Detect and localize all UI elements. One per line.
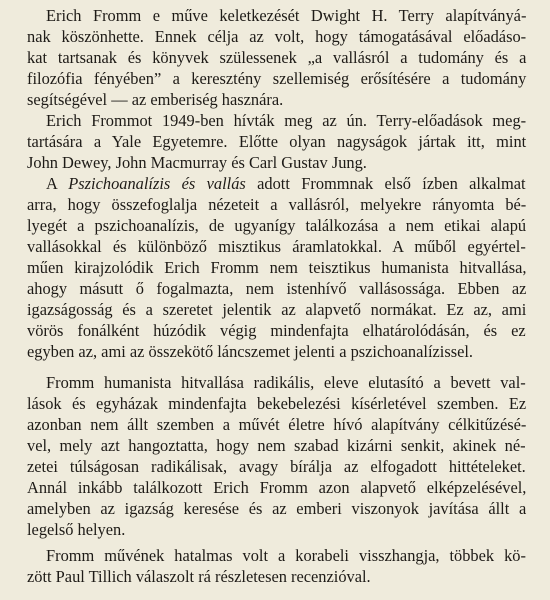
text-line: vallásokkal és különböző misztikus áramlatokkal. A műből egyértel- — [27, 237, 526, 256]
text-line: lások és egyházak mindenfajta bekebelezési kísérletével szemben. Ez — [27, 394, 527, 413]
text-line: kat tartsanak és könyvek szülessenek „a vallásról a tudomány és a — [27, 48, 527, 67]
book-title: Pszichoanalízis és vallás — [68, 174, 246, 193]
text-line: filozófia fényében” a keresztény szellemiség erősítésére a tudomány — [27, 69, 527, 88]
text-line: Annál inkább találkozott Erich Fromm azon alapvető elképzelésével, — [27, 478, 527, 497]
text-line: műen kirajzolódik Erich Fromm nem teisztikus humanista hitvallása, — [27, 258, 527, 277]
text-line: vörös fonálként húzódik végig mindenfajta elhatárolódásán, és ez — [27, 321, 526, 340]
text-line: amelyben az igazság keresése és az emberi viszonyok javítása állt a — [27, 499, 527, 518]
text-line: vel, mely azt hangoztatta, hogy nem szabad kizárni senkit, akinek né- — [27, 436, 526, 455]
text-fragment: adott Frommnak első ízben alkalmat — [245, 174, 526, 193]
text-line: legelső helyen. — [27, 520, 126, 539]
text-line: arra, hogy összefoglalja nézeteit a vallásról, melyekre rányomta bé- — [27, 195, 527, 214]
text-line: tartására a Yale Egyetemre. Előtte olyan nagyságok jártak itt, mint — [27, 132, 527, 151]
text-line: nak köszönhette. Ennek célja az volt, hogy támogatásával előadáso- — [27, 27, 527, 46]
text-line: igazságosság és a szeretet jelentik az alapvető normákat. Ez az, ami — [27, 300, 527, 319]
text-line: Fromm humanista hitvallása radikális, eleve elutasító a bevett val- — [46, 373, 526, 392]
text-line: Fromm művének hatalmas volt a korabeli visszhangja, többek kö- — [46, 546, 526, 565]
text-fragment: A — [46, 174, 69, 193]
text-line: egyben az, ami az összekötő láncszemet jelenti a pszichoanalízissel. — [27, 342, 474, 361]
text-line: zött Paul Tillich válaszolt rá részletesen recenzióval. — [27, 567, 371, 586]
text-line: zetei túlságosan radikálisak, avagy bírálja az elfogadott hittételeket. — [27, 457, 526, 476]
text-line: Erich Fromm e műve keletkezését Dwight H. Terry alapítványá- — [46, 6, 527, 25]
text-line: ahogy másutt ő fogalmazta, nem istenhívő vallásossága. Ebben az — [27, 279, 527, 298]
text-line-with-title — [46, 173, 526, 194]
text-line: segítségével — az emberiség hasznára. — [27, 90, 284, 109]
text-line: azonban nem állt szemben a művét életre hívó alapítvány célkitűzésé- — [27, 415, 527, 434]
text-line: John Dewey, John Macmurray és Carl Gustav Jung. — [27, 153, 367, 172]
text-line: lyegét a pszichoanalízis, de ugyanígy találkozása a nem etikai alapú — [27, 216, 527, 235]
text-line: Erich Frommot 1949-ben hívták meg az ún. Terry-előadások meg- — [46, 111, 527, 130]
